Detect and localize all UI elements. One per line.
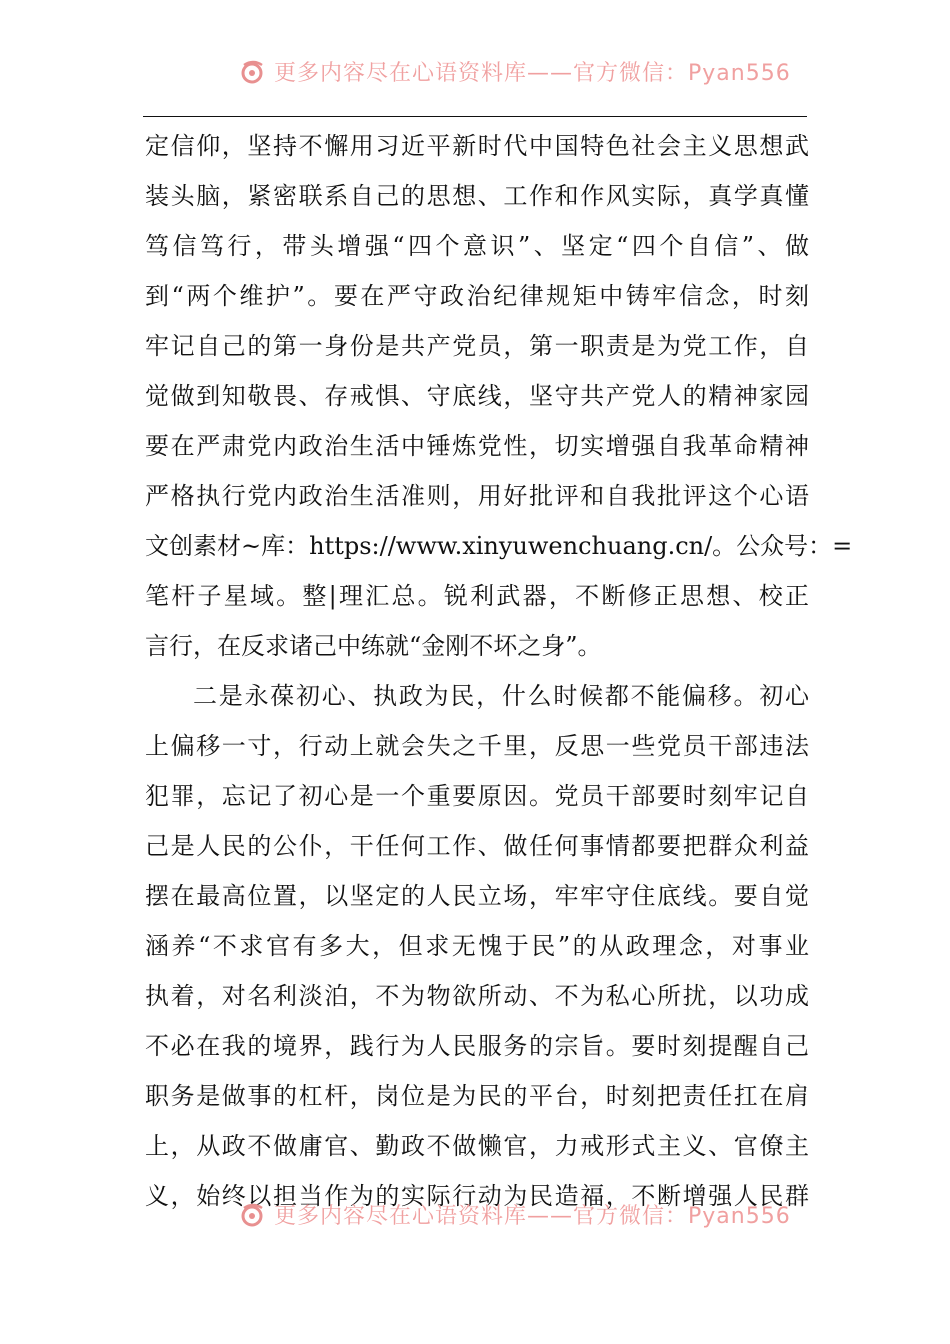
text-line: 上，从政不做庸官、勤政不做懒官，力戒形式主义、官僚主: [145, 1132, 809, 1160]
text-line: 上偏移一寸，行动上就会失之千里，反思一些党员干部违法: [145, 732, 809, 760]
text-line: 定信仰，坚持不懈用习近平新时代中国特色社会主义思想武: [145, 132, 809, 160]
text-line: 笔杆子星域。整|理汇总。锐利武器，不断修正思想、校正: [145, 582, 809, 610]
logo-icon: [238, 1203, 268, 1230]
text-line: 犯罪，忘记了初心是一个重要原因。党员干部要时刻牢记自: [145, 782, 809, 810]
text-line: 笃信笃行，带头增强“四个意识”、坚定“四个自信”、做: [145, 232, 809, 260]
text-line: 觉做到知敬畏、存戒惧、守底线，坚守共产党人的精神家园: [145, 382, 809, 410]
text-line: 执着，对名利淡泊，不为物欲所动、不为私心所扰，以功成: [145, 982, 809, 1010]
header-watermark: [0, 50, 950, 90]
text-line: 职务是做事的杠杆，岗位是为民的平台，时刻把责任扛在肩: [145, 1082, 809, 1110]
text-line: 涵养“不求官有多大，但求无愧于民”的从政理念，对事业: [145, 932, 809, 960]
header-divider: [143, 116, 807, 117]
paragraph-start-line: 二是永葆初心、执政为民，什么时候都不能偏移。初心: [193, 682, 809, 710]
text-line: 装头脑，紧密联系自己的思想、工作和作风实际，真学真懂: [145, 182, 809, 210]
text-line: 义，始终以担当作为的实际行动为民造福，不断增强人民群: [145, 1182, 809, 1210]
text-line: 到“两个维护”。要在严守政治纪律规矩中铸牢信念，时刻: [145, 282, 809, 310]
text-line: 严格执行党内政治生活准则，用好批评和自我批评这个心语: [145, 482, 809, 510]
text-line: 己是人民的公仆，干任何工作、做任何事情都要把群众利益: [145, 832, 809, 860]
text-line: 摆在最高位置，以坚定的人民立场，牢牢守住底线。要自觉: [145, 882, 809, 910]
logo-icon: [238, 57, 268, 87]
text-line: 牢记自己的第一身份是共产党员，第一职责是为党工作，自: [145, 332, 809, 360]
document-body: [145, 121, 853, 1221]
text-line: 言行，在反求诸己中练就“金刚不坏之身”。: [145, 632, 602, 660]
footer-watermark: [0, 1203, 950, 1243]
watermark-text: 更多内容尽在心语资料库——官方微信：Pyan556: [274, 61, 791, 86]
text-line: 要在严肃党内政治生活中锤炼党性，切实增强自我革命精神: [145, 432, 809, 460]
text-line: 不必在我的境界，践行为人民服务的宗旨。要时刻提醒自己: [145, 1032, 809, 1060]
watermark-text: 更多内容尽在心语资料库——官方微信：Pyan556: [274, 1204, 791, 1229]
text-line: 文创素材~库：https://www.xinyuwenchuang.cn/。公众号：=: [145, 532, 853, 560]
